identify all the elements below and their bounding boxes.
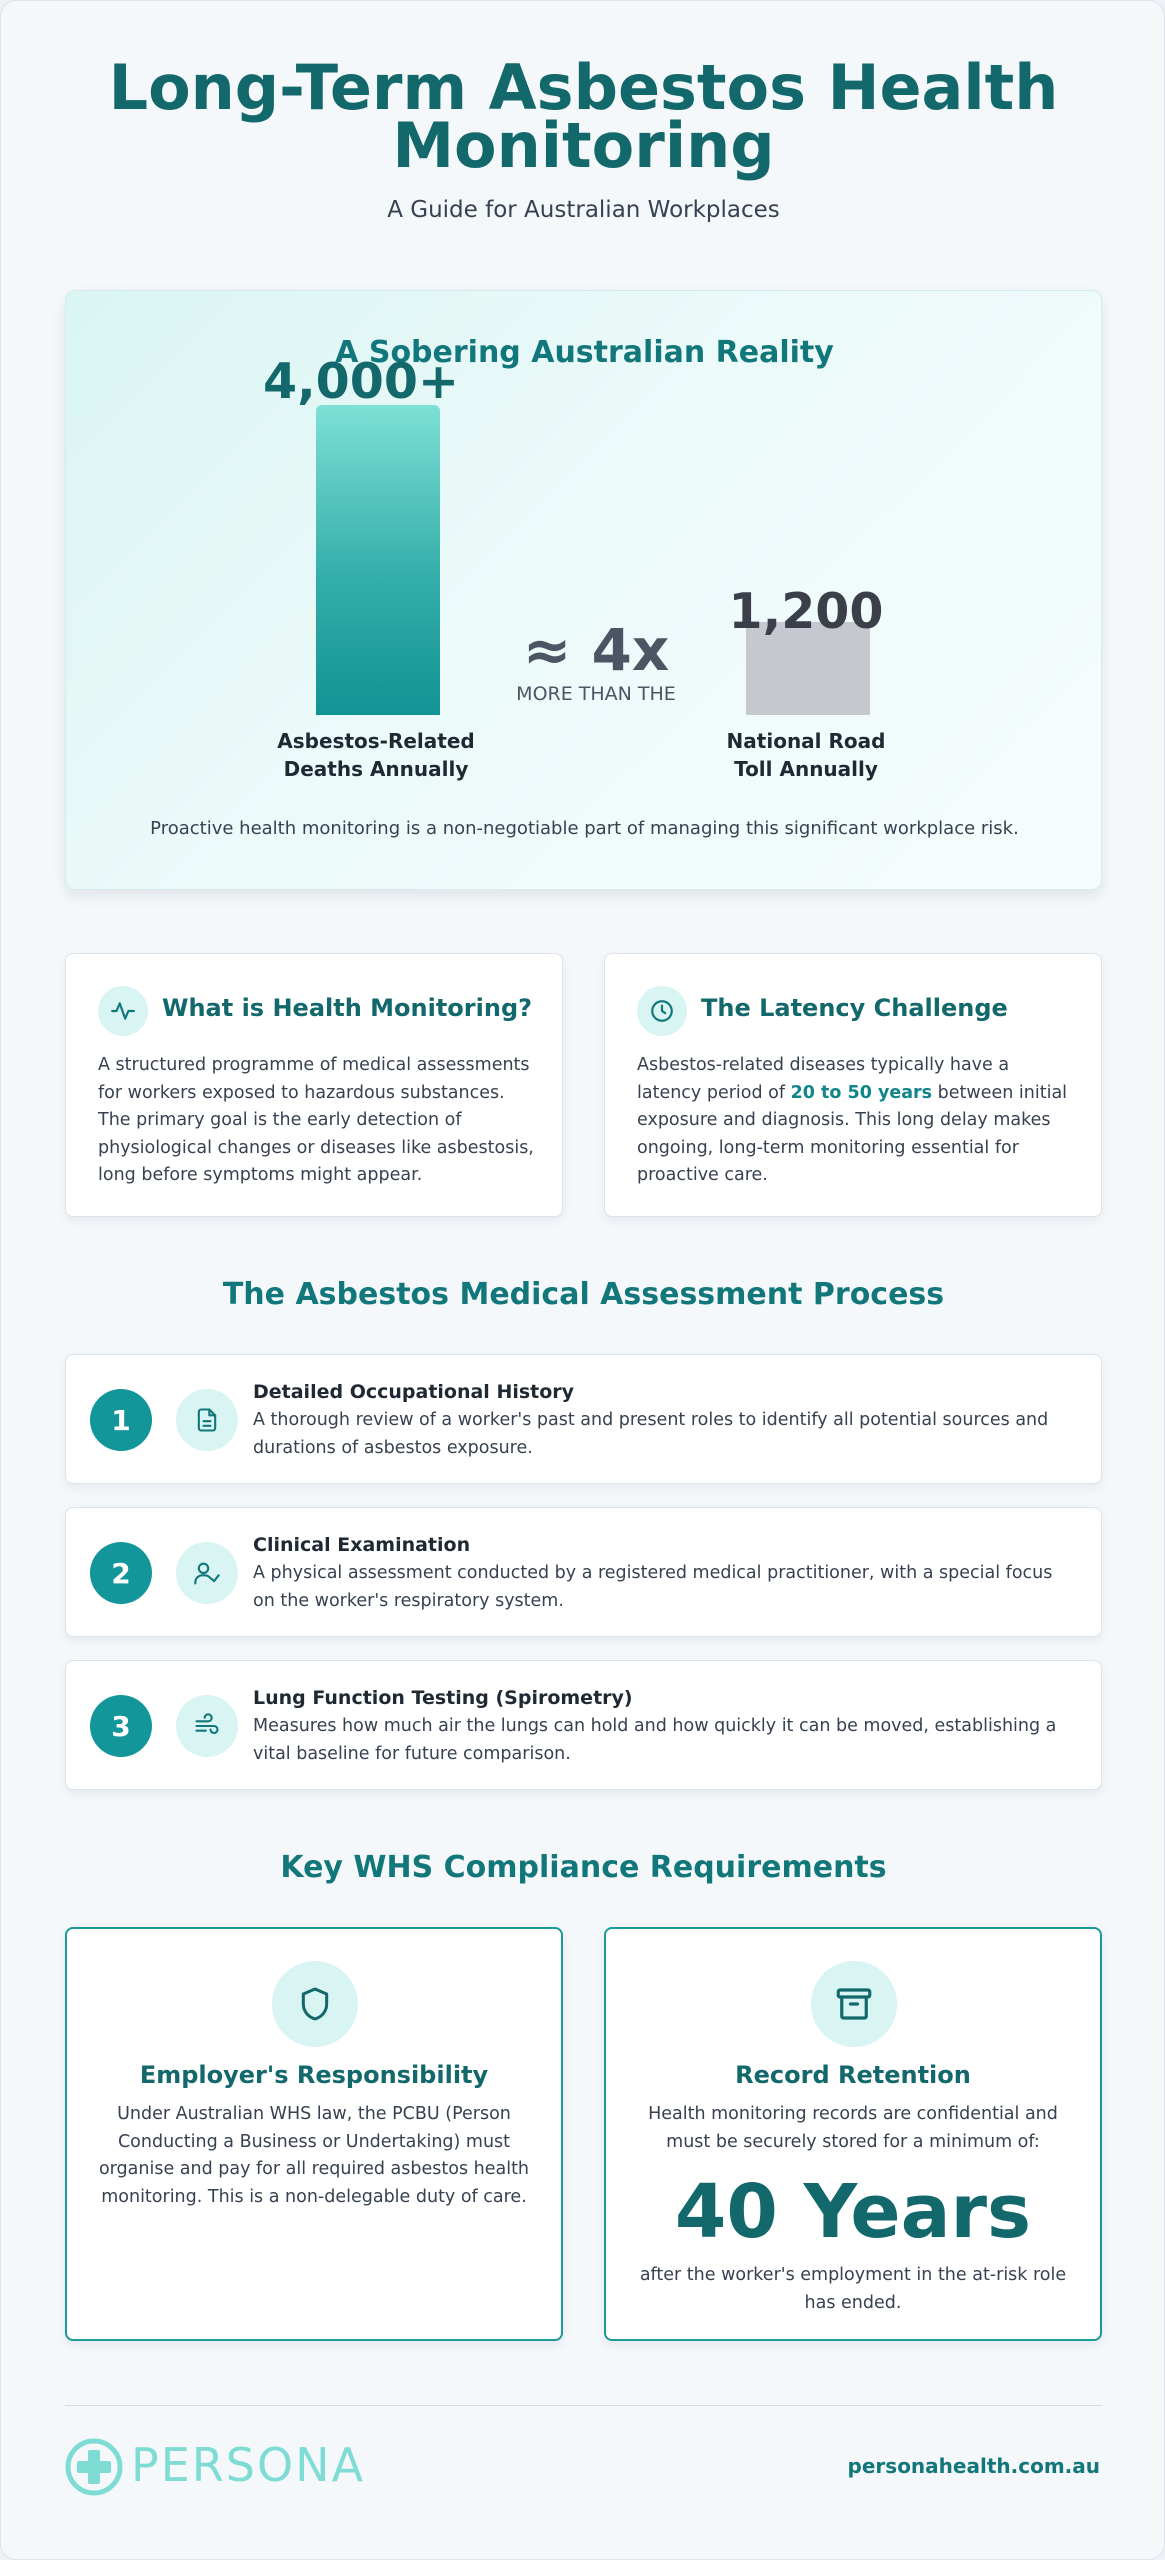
retention-period-note: after the worker's employment in the at-risk role has ended. [639, 2265, 1067, 2313]
comparison-title: A Sobering Australian Reality [335, 335, 834, 370]
archive-box-icon [811, 1961, 897, 2047]
activity-pulse-icon [98, 986, 148, 1036]
latency-body-end: between initial exposure and diagnosis. This long delay makes ongoing, long-term monitoring essential for proactive care. [637, 1082, 1068, 1185]
logo-wordmark: PERSONA [131, 2438, 366, 2492]
medical-cross-logo-icon [65, 2438, 123, 2496]
health-monitoring-card [65, 953, 563, 1217]
employer-responsibility-title: Employer's Responsibility [139, 2061, 489, 2089]
health-monitoring-body: A structured programme of medical assessments for workers exposed to hazardous substances. The primary goal is the early detection of physiological changes or diseases like asbestosis, long before symptoms might appear. [98, 1055, 534, 1185]
persona-logo [65, 2438, 395, 2494]
latency-period-highlight: 20 to 50 years [790, 1082, 933, 1103]
process-step [65, 1354, 1102, 1484]
latency-body-start: Asbestos-related diseases typically have a latency period of [637, 1055, 1010, 1103]
step-description: Measures how much air the lungs can hold and how quickly it can be moved, establishing a vital baseline for future comparison. [253, 1716, 1057, 1764]
bar-label-asbestos-line-2: Deaths Annually [283, 757, 469, 781]
step-title: Detailed Occupational History [253, 1381, 575, 1403]
step-number-badge: 3 [90, 1695, 152, 1757]
step-number-badge: 1 [90, 1389, 152, 1451]
footer-divider [65, 2405, 1102, 2406]
process-step [65, 1507, 1102, 1637]
step-number-badge: 2 [90, 1542, 152, 1604]
process-section-title: The Asbestos Medical Assessment Process [222, 1277, 945, 1312]
step-title: Lung Function Testing (Spirometry) [253, 1687, 633, 1709]
page-title-line-2: Monitoring [392, 109, 775, 182]
bar-label-road-line-2: Toll Annually [734, 757, 878, 781]
comparison-card [65, 290, 1102, 890]
bar-value-road-toll: 1,200 [728, 583, 884, 640]
compliance-section-title: Key WHS Compliance Requirements [280, 1850, 887, 1885]
bar-label-road-toll [686, 727, 926, 783]
comparison-footnote: Proactive health monitoring is a non-negotiable part of managing this significant workplace risk. [150, 818, 1019, 839]
shield-icon [272, 1961, 358, 2047]
clock-icon [637, 986, 687, 1036]
latency-card [604, 953, 1102, 1217]
step-description: A thorough review of a worker's past and present roles to identify all potential sources and durations of asbestos exposure. [253, 1410, 1049, 1458]
website-link[interactable]: personahealth.com.au [847, 2454, 1100, 2478]
retention-period-value: 40 Years [674, 2169, 1032, 2255]
record-retention-title: Record Retention [735, 2061, 971, 2089]
multiplier-value: ≈ 4x [522, 616, 670, 684]
bar-asbestos-deaths [316, 405, 440, 715]
bar-label-road-line-1: National Road [726, 729, 886, 753]
record-retention-body: Health monitoring records are confidential and must be securely stored for a minimum of: [648, 2104, 1058, 2152]
record-retention-card [604, 1927, 1102, 2341]
page-title-line-1: Long-Term Asbestos Health [108, 51, 1059, 124]
wind-icon [176, 1695, 238, 1757]
multiplier-caption: MORE THAN THE [516, 683, 676, 705]
page-subtitle: A Guide for Australian Workplaces [387, 197, 780, 223]
latency-body [637, 1052, 1077, 1190]
step-description: A physical assessment conducted by a registered medical practitioner, with a special focus on the worker's respiratory system. [253, 1563, 1053, 1611]
employer-responsibility-card [65, 1927, 563, 2341]
process-step [65, 1660, 1102, 1790]
bar-value-asbestos-deaths: 4,000+ [262, 353, 460, 410]
step-title: Clinical Examination [253, 1534, 471, 1556]
bar-label-asbestos-line-1: Asbestos-Related [277, 729, 475, 753]
latency-title: The Latency Challenge [701, 994, 1008, 1022]
user-check-icon [176, 1542, 238, 1604]
employer-responsibility-body: Under Australian WHS law, the PCBU (Person Conducting a Business or Undertaking) must organise and pay for all required asbestos health monitoring. This is a non-delegable duty of care. [98, 2104, 530, 2207]
bar-label-asbestos-deaths [246, 727, 506, 783]
page-title [1, 51, 1165, 182]
health-monitoring-title: What is Health Monitoring? [162, 994, 533, 1022]
document-icon [176, 1389, 238, 1451]
